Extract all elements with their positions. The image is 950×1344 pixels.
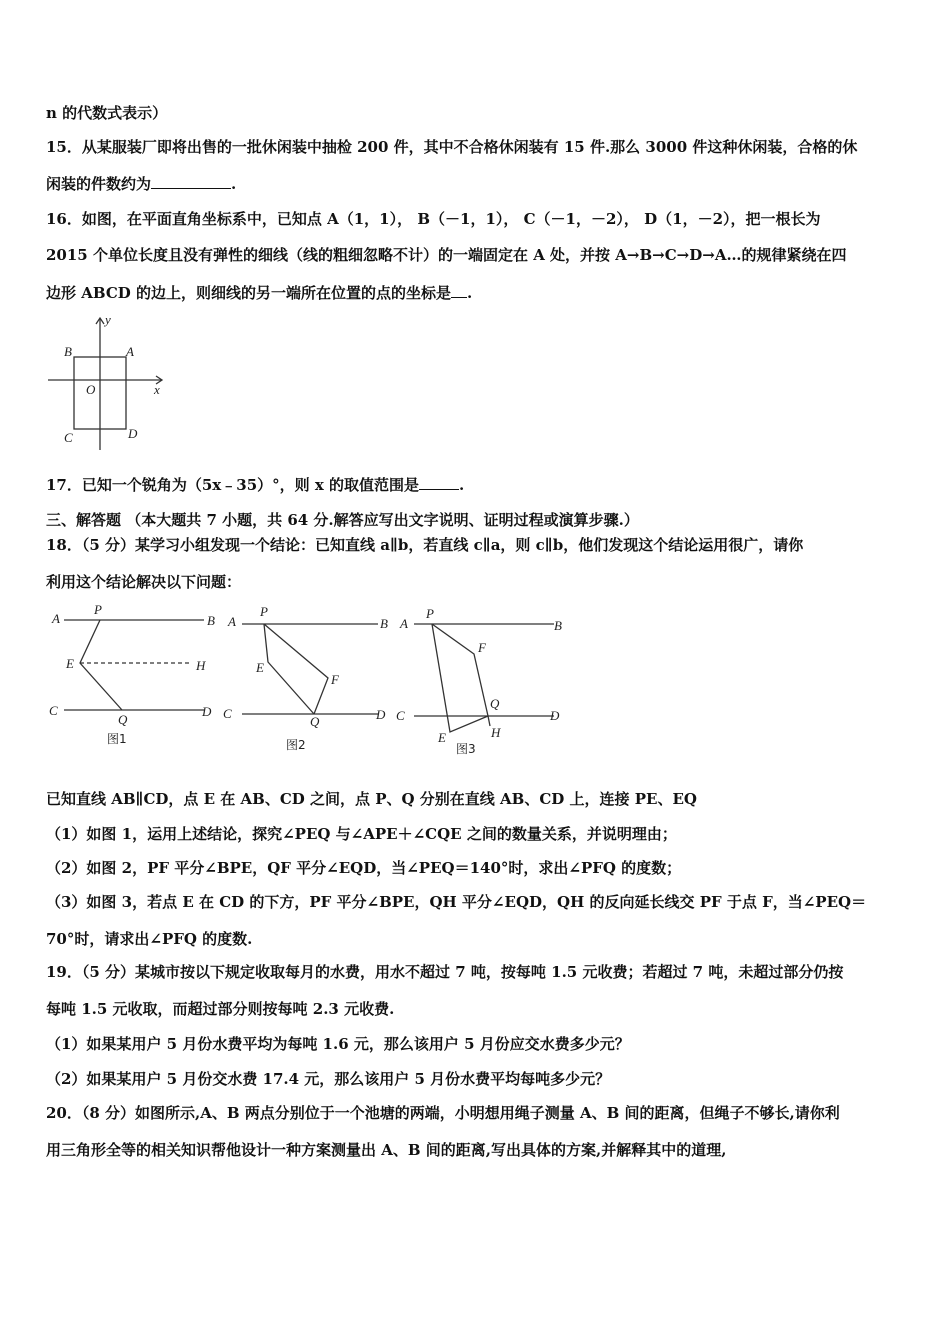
label-c: C: [64, 430, 73, 445]
q20-line1: 20．（8 分）如图所示,A、B 两点分别位于一个池塘的两端，小明想用绳子测量 A、B 间的距离，但绳子不够长,请你利: [46, 1104, 840, 1122]
label-b: B: [380, 616, 388, 631]
q18-part2: （2）如图 2，PF 平分∠BPE，QF 平分∠EQD，当∠PEQ＝140°时，求出∠PFQ 的度数；: [46, 859, 682, 877]
label-f: F: [331, 672, 339, 687]
q19-line1: 19．（5 分）某城市按以下规定收取每月的水费，用水不超过 7 吨，按每吨 1.5 元收费；若超过 7 吨，未超过部分仍按: [46, 963, 844, 981]
label-d: D: [550, 708, 560, 723]
label-c: C: [49, 703, 58, 718]
label-b: B: [64, 344, 72, 359]
label-b: B: [207, 613, 215, 628]
label-a: A: [126, 344, 134, 359]
label-c: C: [223, 706, 232, 721]
figure-1: [44, 600, 224, 750]
label-a: A: [228, 614, 236, 629]
label-e: E: [438, 730, 446, 745]
q18-part3-line2: 70°时，请求出∠PFQ 的度数.: [46, 930, 253, 948]
q16-line1: 16．如图，在平面直角坐标系中，已知点 A（1，1）， B（－1，1）， C（－1，－2）， D（1，－2），把一根长为: [46, 210, 821, 228]
q16-line3: [46, 282, 472, 304]
q15-text: 闲装的件数约为: [46, 175, 152, 193]
label-h: H: [196, 658, 206, 673]
q18-part3-line1: （3）如图 3，若点 E 在 CD 的下方，PF 平分∠BPE，QH 平分∠EQD，QH 的反向延长线交 PF 于点 F，当∠PEQ＝: [46, 893, 867, 911]
label-a: A: [52, 611, 60, 626]
label-p: P: [260, 604, 268, 619]
coordinate-figure: [44, 312, 168, 454]
label-x: x: [154, 382, 160, 397]
segments-pe-eq: [80, 620, 122, 710]
label-q: Q: [490, 696, 500, 711]
label-d: D: [376, 707, 386, 722]
q15-answer-blank: [151, 174, 231, 189]
figure-2-caption: 图2: [286, 738, 306, 752]
label-e: E: [256, 660, 264, 675]
figure-3-caption: 图3: [456, 742, 476, 756]
q17-answer-blank: [419, 475, 459, 490]
q18-line1: 18．（5 分）某学习小组发现一个结论：已知直线 a∥b，若直线 c∥a，则 c∥b，他们发现这个结论运用很广，请你: [46, 536, 804, 554]
label-e: E: [66, 656, 74, 671]
label-a: A: [400, 616, 408, 631]
label-c: C: [396, 708, 405, 723]
q18-line2: 利用这个结论解决以下问题：: [46, 573, 242, 591]
q18-line3: 已知直线 AB∥CD，点 E 在 AB、CD 之间，点 P、Q 分别在直线 AB、CD 上，连接 PE、EQ: [46, 790, 697, 808]
q16-end: .: [467, 284, 473, 302]
q15-end: .: [231, 175, 237, 193]
q19-part1: （1）如果某用户 5 月份水费平均为每吨 1.6 元，那么该用户 5 月份应交水费多少元？: [46, 1035, 630, 1053]
label-h: H: [491, 725, 501, 740]
line-n-expression: n 的代数式表示）: [46, 104, 168, 122]
label-d: D: [128, 426, 138, 441]
q15-line1: 15．从某服装厂即将出售的一批休闲装中抽检 200 件，其中不合格休闲装有 15 件.那么 3000 件这种休闲装，合格的休: [46, 138, 858, 156]
q17-line: [46, 474, 464, 496]
q16-answer-blank: [451, 283, 467, 298]
figure-3: [394, 600, 574, 760]
q16-text: 边形 ABCD 的边上，则细线的另一端所在位置的点的坐标是: [46, 284, 451, 302]
q20-line2: 用三角形全等的相关知识帮他设计一种方案测量出 A、B 间的距离,写出具体的方案,并解释其中的道理,: [46, 1141, 727, 1159]
label-origin: O: [86, 382, 96, 397]
figure-2: [218, 600, 398, 756]
segments-pe-eq: [264, 624, 314, 714]
q17-text: 17．已知一个锐角为（5x﹣35）°，则 x 的取值范围是: [46, 476, 420, 494]
label-p: P: [94, 602, 102, 617]
label-y: y: [105, 312, 111, 327]
q19-line2: 每吨 1.5 元收取，而超过部分则按每吨 2.3 元收费.: [46, 1000, 395, 1018]
label-q: Q: [310, 714, 320, 729]
label-p: P: [426, 606, 434, 621]
label-b: B: [554, 618, 562, 633]
label-q: Q: [118, 712, 128, 727]
q17-end: .: [459, 476, 465, 494]
q15-line2: [46, 173, 236, 195]
section-3-heading: 三、解答题 （本大题共 7 小题，共 64 分.解答应写出文字说明、证明过程或演算步骤.）: [46, 511, 639, 529]
figure-1-caption: 图1: [107, 732, 127, 746]
q18-part1: （1）如图 1，运用上述结论，探究∠PEQ 与∠APE＋∠CQE 之间的数量关系，并说明理由；: [46, 825, 677, 843]
q16-line2: 2015 个单位长度且没有弹性的细线（线的粗细忽略不计）的一端固定在 A 处，并按 A→B→C→D→A…的规律紧绕在四: [46, 246, 847, 264]
label-f: F: [478, 640, 486, 655]
q19-part2: （2）如果某用户 5 月份交水费 17.4 元，那么该用户 5 月份水费平均每吨多少元？: [46, 1070, 611, 1088]
label-d: D: [202, 704, 212, 719]
